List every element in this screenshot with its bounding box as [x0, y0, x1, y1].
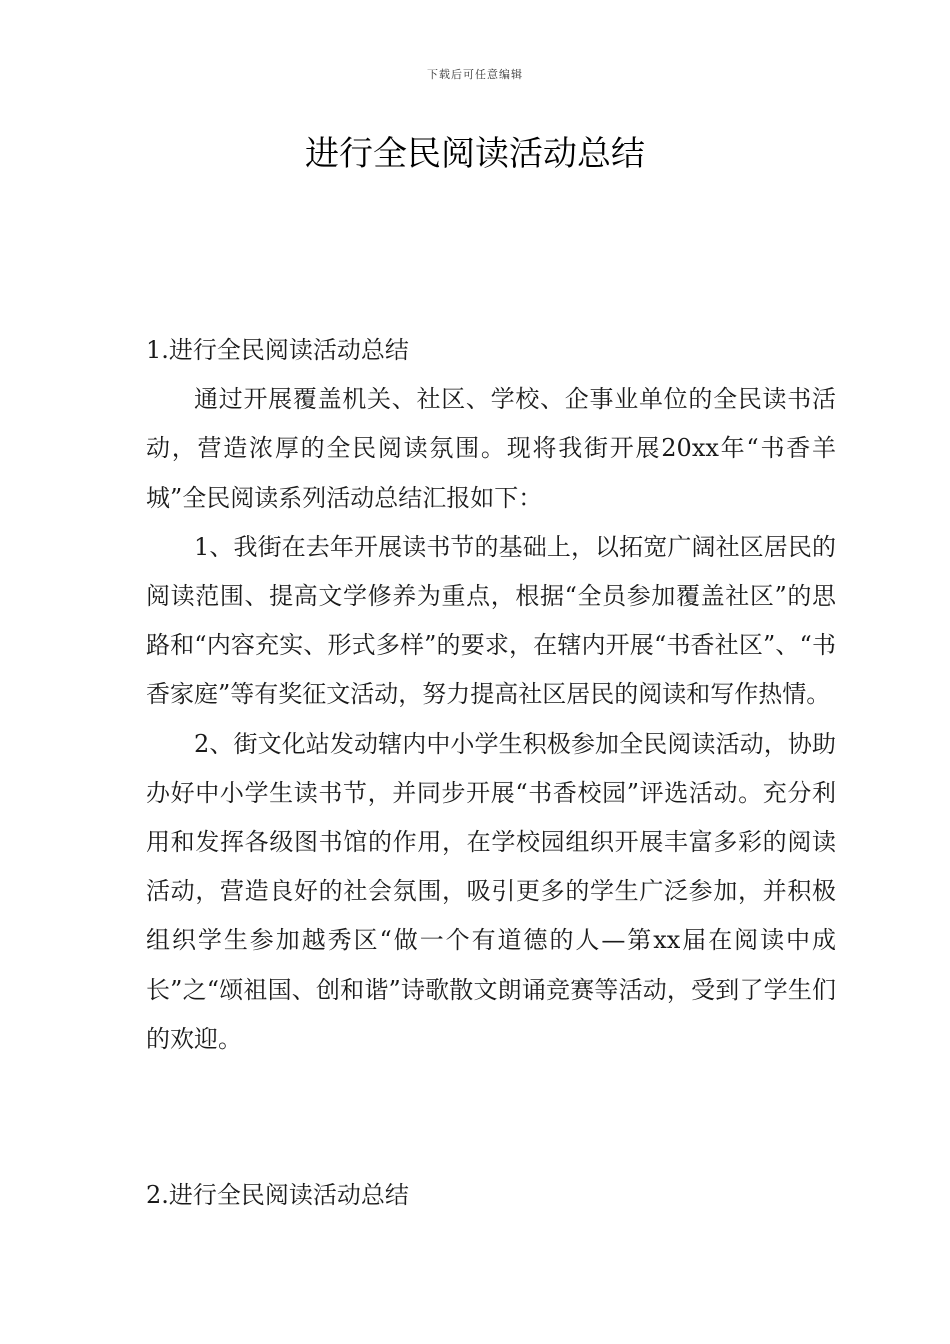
section-2	[146, 1171, 836, 1220]
document-title: 进行全民阅读活动总结	[305, 134, 645, 174]
paragraph-item-2: 2、街文化站发动辖内中小学生积极参加全民阅读活动，协助办好中小学生读书节，并同步开展“书香校园”评选活动。充分利用和发挥各级图书馆的作用，在学校园组织开展丰富多彩的阅读活动，营造良好的社会氛围，吸引更多的学生广泛参加，并积极组织学生参加越秀区“做一个有道德的人—第xx届在阅读中成长”之“颂祖国、创和谐”诗歌散文朗诵竞赛等活动，受到了学生们的欢迎。	[146, 729, 836, 1053]
section-1-heading: 1.进行全民阅读活动总结	[146, 336, 409, 364]
section-1	[146, 326, 836, 1064]
paragraph-intro: 通过开展覆盖机关、社区、学校、企事业单位的全民读书活动，营造浓厚的全民阅读氛围。现将我街开展20xx年“书香羊城”全民阅读系列活动总结汇报如下：	[146, 385, 836, 512]
header-note: 下载后可任意编辑	[427, 68, 523, 81]
paragraph-item-1: 1、我街在去年开展读书节的基础上，以拓宽广阔社区居民的阅读范围、提高文学修养为重点，根据“全员参加覆盖社区”的思路和“内容充实、形式多样”的要求，在辖内开展“书香社区”、“书香家庭”等有奖征文活动，努力提高社区居民的阅读和写作热情。	[146, 532, 836, 709]
section-2-heading: 2.进行全民阅读活动总结	[146, 1181, 409, 1209]
